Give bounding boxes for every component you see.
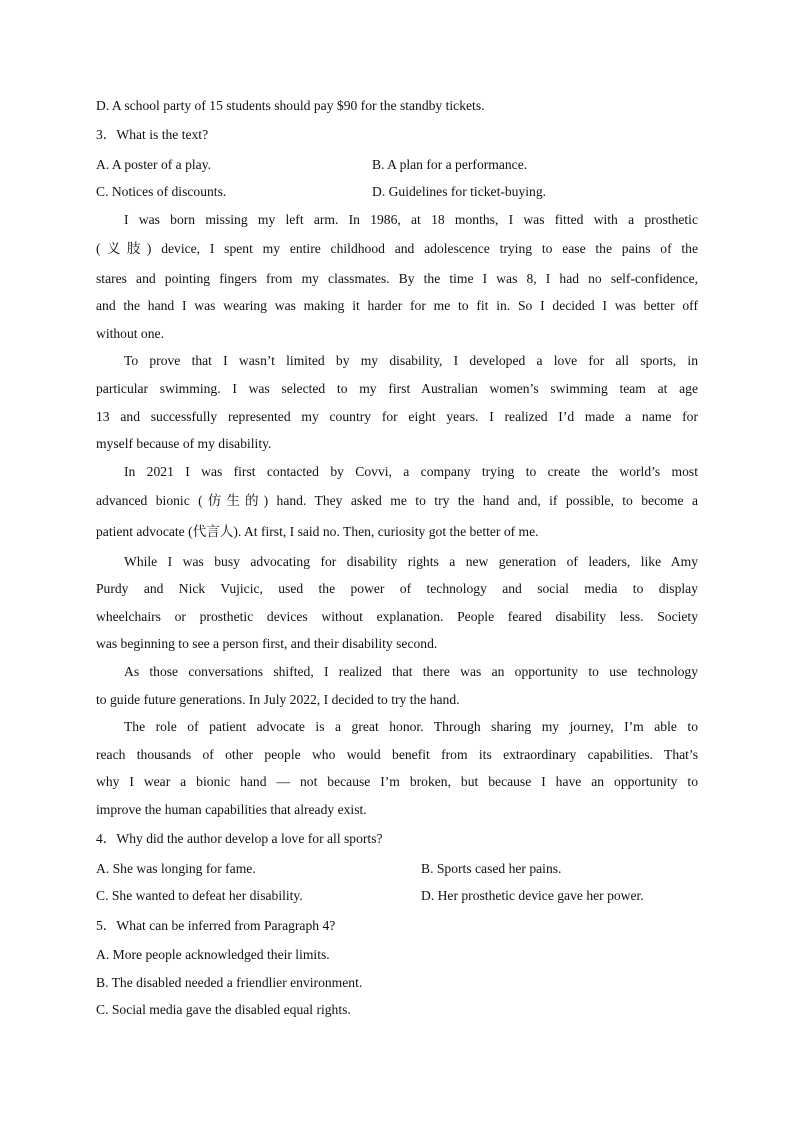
passage-line: While I was busy advocating for disability rights a new generation of leaders, like Amy [124, 554, 698, 569]
passage-line: I was born missing my left arm. In 1986, at 18 months, I was fitted with a prosthetic [124, 212, 698, 227]
q3-option-b: B. A plan for a performance. [372, 157, 528, 172]
passage-line: particular swimming. I was selected to my first Australian women’s swimming team at age [96, 381, 698, 396]
q4-option-a: A. She was longing for fame. [96, 861, 256, 876]
q3-option-c: C. Notices of discounts. [96, 184, 227, 199]
passage-line: improve the human capabilities that already exist. [96, 802, 367, 817]
passage-line: was beginning to see a person first, and their disability second. [96, 636, 438, 651]
passage-line: The role of patient advocate is a great honor. Through sharing my journey, I’m able to [124, 719, 698, 734]
passage-line: to guide future generations. In July 2022, I decided to try the hand. [96, 692, 460, 707]
q3-option-a: A. A poster of a play. [96, 157, 212, 172]
passage-line: why I wear a bionic hand — not because I’m broken, but because I have an opportunity to [96, 774, 698, 789]
q4-stem: 4．Why did the author develop a love for all sports? [96, 831, 383, 846]
passage-line: To prove that I wasn’t limited by my disability, I developed a love for all sports, in [124, 353, 698, 368]
q4-option-d: D. Her prosthetic device gave her power. [421, 888, 644, 903]
passage-line: advanced bionic (仿生的) hand. They asked me to try the hand and, if possible, to become a [96, 493, 698, 508]
passage-line: patient advocate (代言人). At first, I said no. Then, curiosity got the better of me. [96, 524, 539, 539]
passage-line: and the hand I was wearing was making it harder for me to fit in. So I decided I was better off [96, 298, 698, 313]
q3-option-d: D. Guidelines for ticket-buying. [372, 184, 547, 199]
q5-option-c: C. Social media gave the disabled equal rights. [96, 1002, 351, 1017]
q5-option-b: B. The disabled needed a friendlier environment. [96, 975, 363, 990]
q5-option-a: A. More people acknowledged their limits. [96, 947, 330, 962]
passage-line: (义肢) device, I spent my entire childhood and adolescence trying to ease the pains of the [96, 241, 698, 256]
q3-stem: 3．What is the text? [96, 127, 209, 142]
q4-option-c: C. She wanted to defeat her disability. [96, 888, 303, 903]
passage-line: myself because of my disability. [96, 436, 272, 451]
passage-line: reach thousands of other people who would benefit from its extraordinary capabilities. That’s [96, 747, 698, 762]
passage-line: stares and pointing fingers from my classmates. By the time I was 8, I had no self-confidence, [96, 271, 698, 286]
q4-option-b: B. Sports cased her pains. [421, 861, 562, 876]
q5-stem: 5．What can be inferred from Paragraph 4? [96, 918, 336, 933]
passage-line: wheelchairs or prosthetic devices without explanation. People feared disability less. Society [96, 609, 698, 624]
passage-line: As those conversations shifted, I realized that there was an opportunity to use technology [124, 664, 698, 679]
q2-option-d: D. A school party of 15 students should pay $90 for the standby tickets. [96, 98, 485, 113]
passage-line: 13 and successfully represented my country for eight years. I realized I’d made a name for [96, 409, 698, 424]
passage-line: In 2021 I was first contacted by Covvi, a company trying to create the world’s most [124, 464, 698, 479]
passage-line: Purdy and Nick Vujicic, used the power of technology and social media to display [96, 581, 698, 596]
passage-line: without one. [96, 326, 164, 341]
